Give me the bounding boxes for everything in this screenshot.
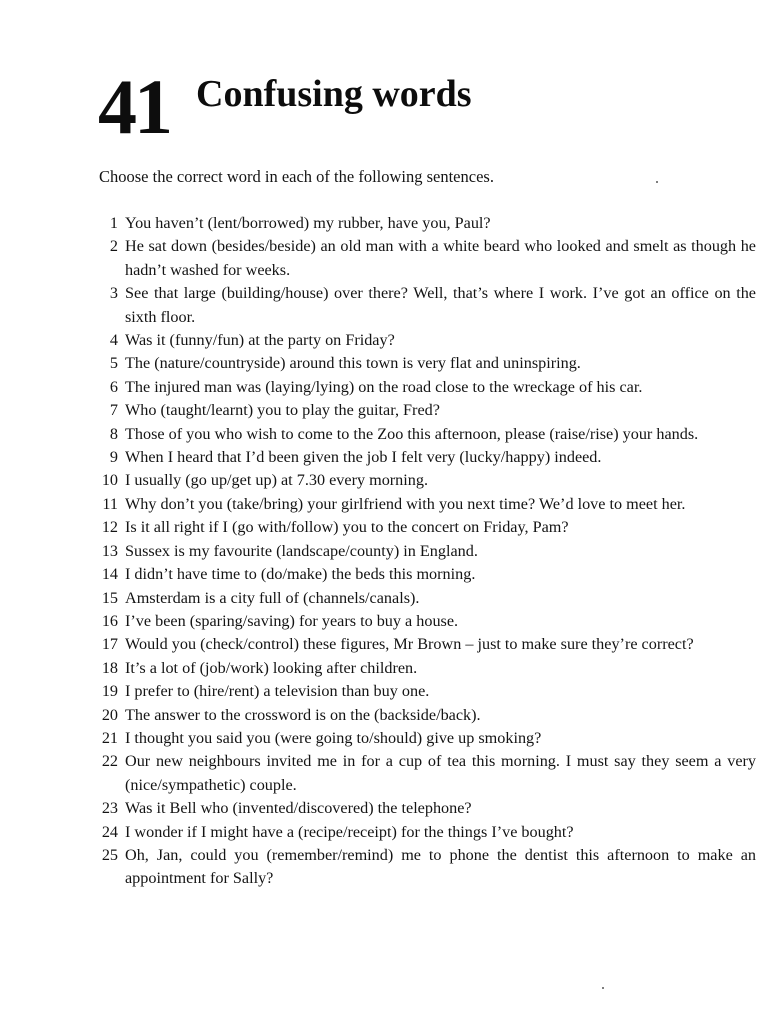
exercise-item [92,493,756,516]
item-sentence: Would you (check/control) these figures, Mr Brown – just to make sure they’re correct? [125,635,694,654]
item-number: 22 [101,752,118,771]
item-number: 14 [101,565,118,584]
item-number: 8 [109,424,118,443]
print-speck [656,181,658,183]
item-number: 7 [109,401,118,420]
item-number: 11 [102,494,118,513]
item-sentence: Oh, Jan, could you (remember/remind) me to phone the dentist this afternoon to make an appointment for Sally? [125,845,756,888]
item-number: 19 [101,682,118,701]
exercise-item [92,610,756,633]
item-sentence: Was it Bell who (invented/discovered) the telephone? [125,799,472,818]
exercise-item [92,750,756,797]
item-sentence: I usually (go up/get up) at 7.30 every morning. [125,471,429,490]
item-sentence: Our new neighbours invited me in for a cup of tea this morning. I must say they seem a very (nice/sympathetic) couple. [125,752,756,794]
exercise-item [92,212,756,235]
exercise-item [92,376,756,399]
item-sentence: He sat down (besides/beside) an old man with a white beard who looked and smelt as though he hadn’t washed for weeks. [125,237,756,279]
item-sentence: The injured man was (laying/lying) on the road close to the wreckage of his car. [125,377,643,396]
exercise-item [92,727,756,750]
exercise-instruction: Choose the correct word in each of the following sentences. [99,167,494,186]
item-number: 12 [101,518,118,537]
unit-number: 41 [98,63,170,150]
exercise-item [92,469,756,492]
exercise-item [92,587,756,610]
item-number: 21 [101,728,118,747]
exercise-item [92,680,756,703]
exercise-item [92,423,756,446]
item-number: 3 [109,284,118,303]
exercise-item [92,540,756,563]
unit-title: Confusing words [196,73,472,115]
exercise-list [92,212,756,891]
item-sentence: I prefer to (hire/rent) a television than buy one. [125,682,430,701]
item-sentence: The (nature/countryside) around this town is very flat and uninspiring. [125,354,581,373]
item-sentence: Sussex is my favourite (landscape/county) in England. [125,541,478,560]
item-number: 9 [109,448,118,467]
item-number: 18 [101,658,118,677]
item-number: 1 [109,214,118,232]
item-sentence: When I heard that I’d been given the job I felt very (lucky/happy) indeed. [125,448,602,467]
item-sentence: See that large (building/house) over there? Well, that’s where I work. I’ve got an office on the sixth floor. [125,284,756,326]
print-speck [602,987,604,989]
exercise-item [92,446,756,469]
exercise-item [92,797,756,820]
item-number: 5 [109,354,118,373]
item-sentence: The answer to the crossword is on the (backside/back). [125,705,481,724]
exercise-item [92,282,756,329]
item-sentence: I didn’t have time to (do/make) the beds this morning. [125,565,476,584]
item-number: 15 [101,588,118,607]
exercise-item [92,352,756,375]
item-sentence: Was it (funny/fun) at the party on Friday? [125,331,395,350]
exercise-item [92,821,756,844]
item-sentence: I thought you said you (were going to/should) give up smoking? [125,728,542,747]
exercise-item [92,657,756,680]
item-number: 6 [109,377,118,396]
exercise-item [92,399,756,422]
exercise-item [92,235,756,282]
item-number: 13 [101,541,118,560]
item-number: 24 [101,822,118,841]
exercise-item [92,844,756,891]
item-number: 23 [101,799,118,818]
item-number: 16 [101,611,118,630]
item-sentence: I wonder if I might have a (recipe/receipt) for the things I’ve bought? [125,822,574,841]
exercise-item [92,704,756,727]
item-sentence: You haven’t (lent/borrowed) my rubber, have you, Paul? [125,214,491,232]
item-number: 17 [101,635,118,654]
item-number: 10 [101,471,118,490]
exercise-item [92,516,756,539]
item-sentence: Amsterdam is a city full of (channels/canals). [125,588,420,607]
item-number: 20 [101,705,118,724]
item-sentence: Those of you who wish to come to the Zoo this afternoon, please (raise/rise) your hands. [125,424,699,443]
item-number: 4 [109,331,118,350]
exercise-item [92,329,756,352]
item-sentence: Is it all right if I (go with/follow) you to the concert on Friday, Pam? [125,518,569,537]
item-sentence: Who (taught/learnt) you to play the guitar, Fred? [125,401,440,420]
exercise-item [92,633,756,656]
exercise-item [92,563,756,586]
item-sentence: It’s a lot of (job/work) looking after children. [125,658,418,677]
item-sentence: Why don’t you (take/bring) your girlfriend with you next time? We’d love to meet her. [125,494,686,513]
item-number: 25 [101,845,118,864]
item-number: 2 [109,237,118,256]
item-sentence: I’ve been (sparing/saving) for years to buy a house. [125,611,459,630]
